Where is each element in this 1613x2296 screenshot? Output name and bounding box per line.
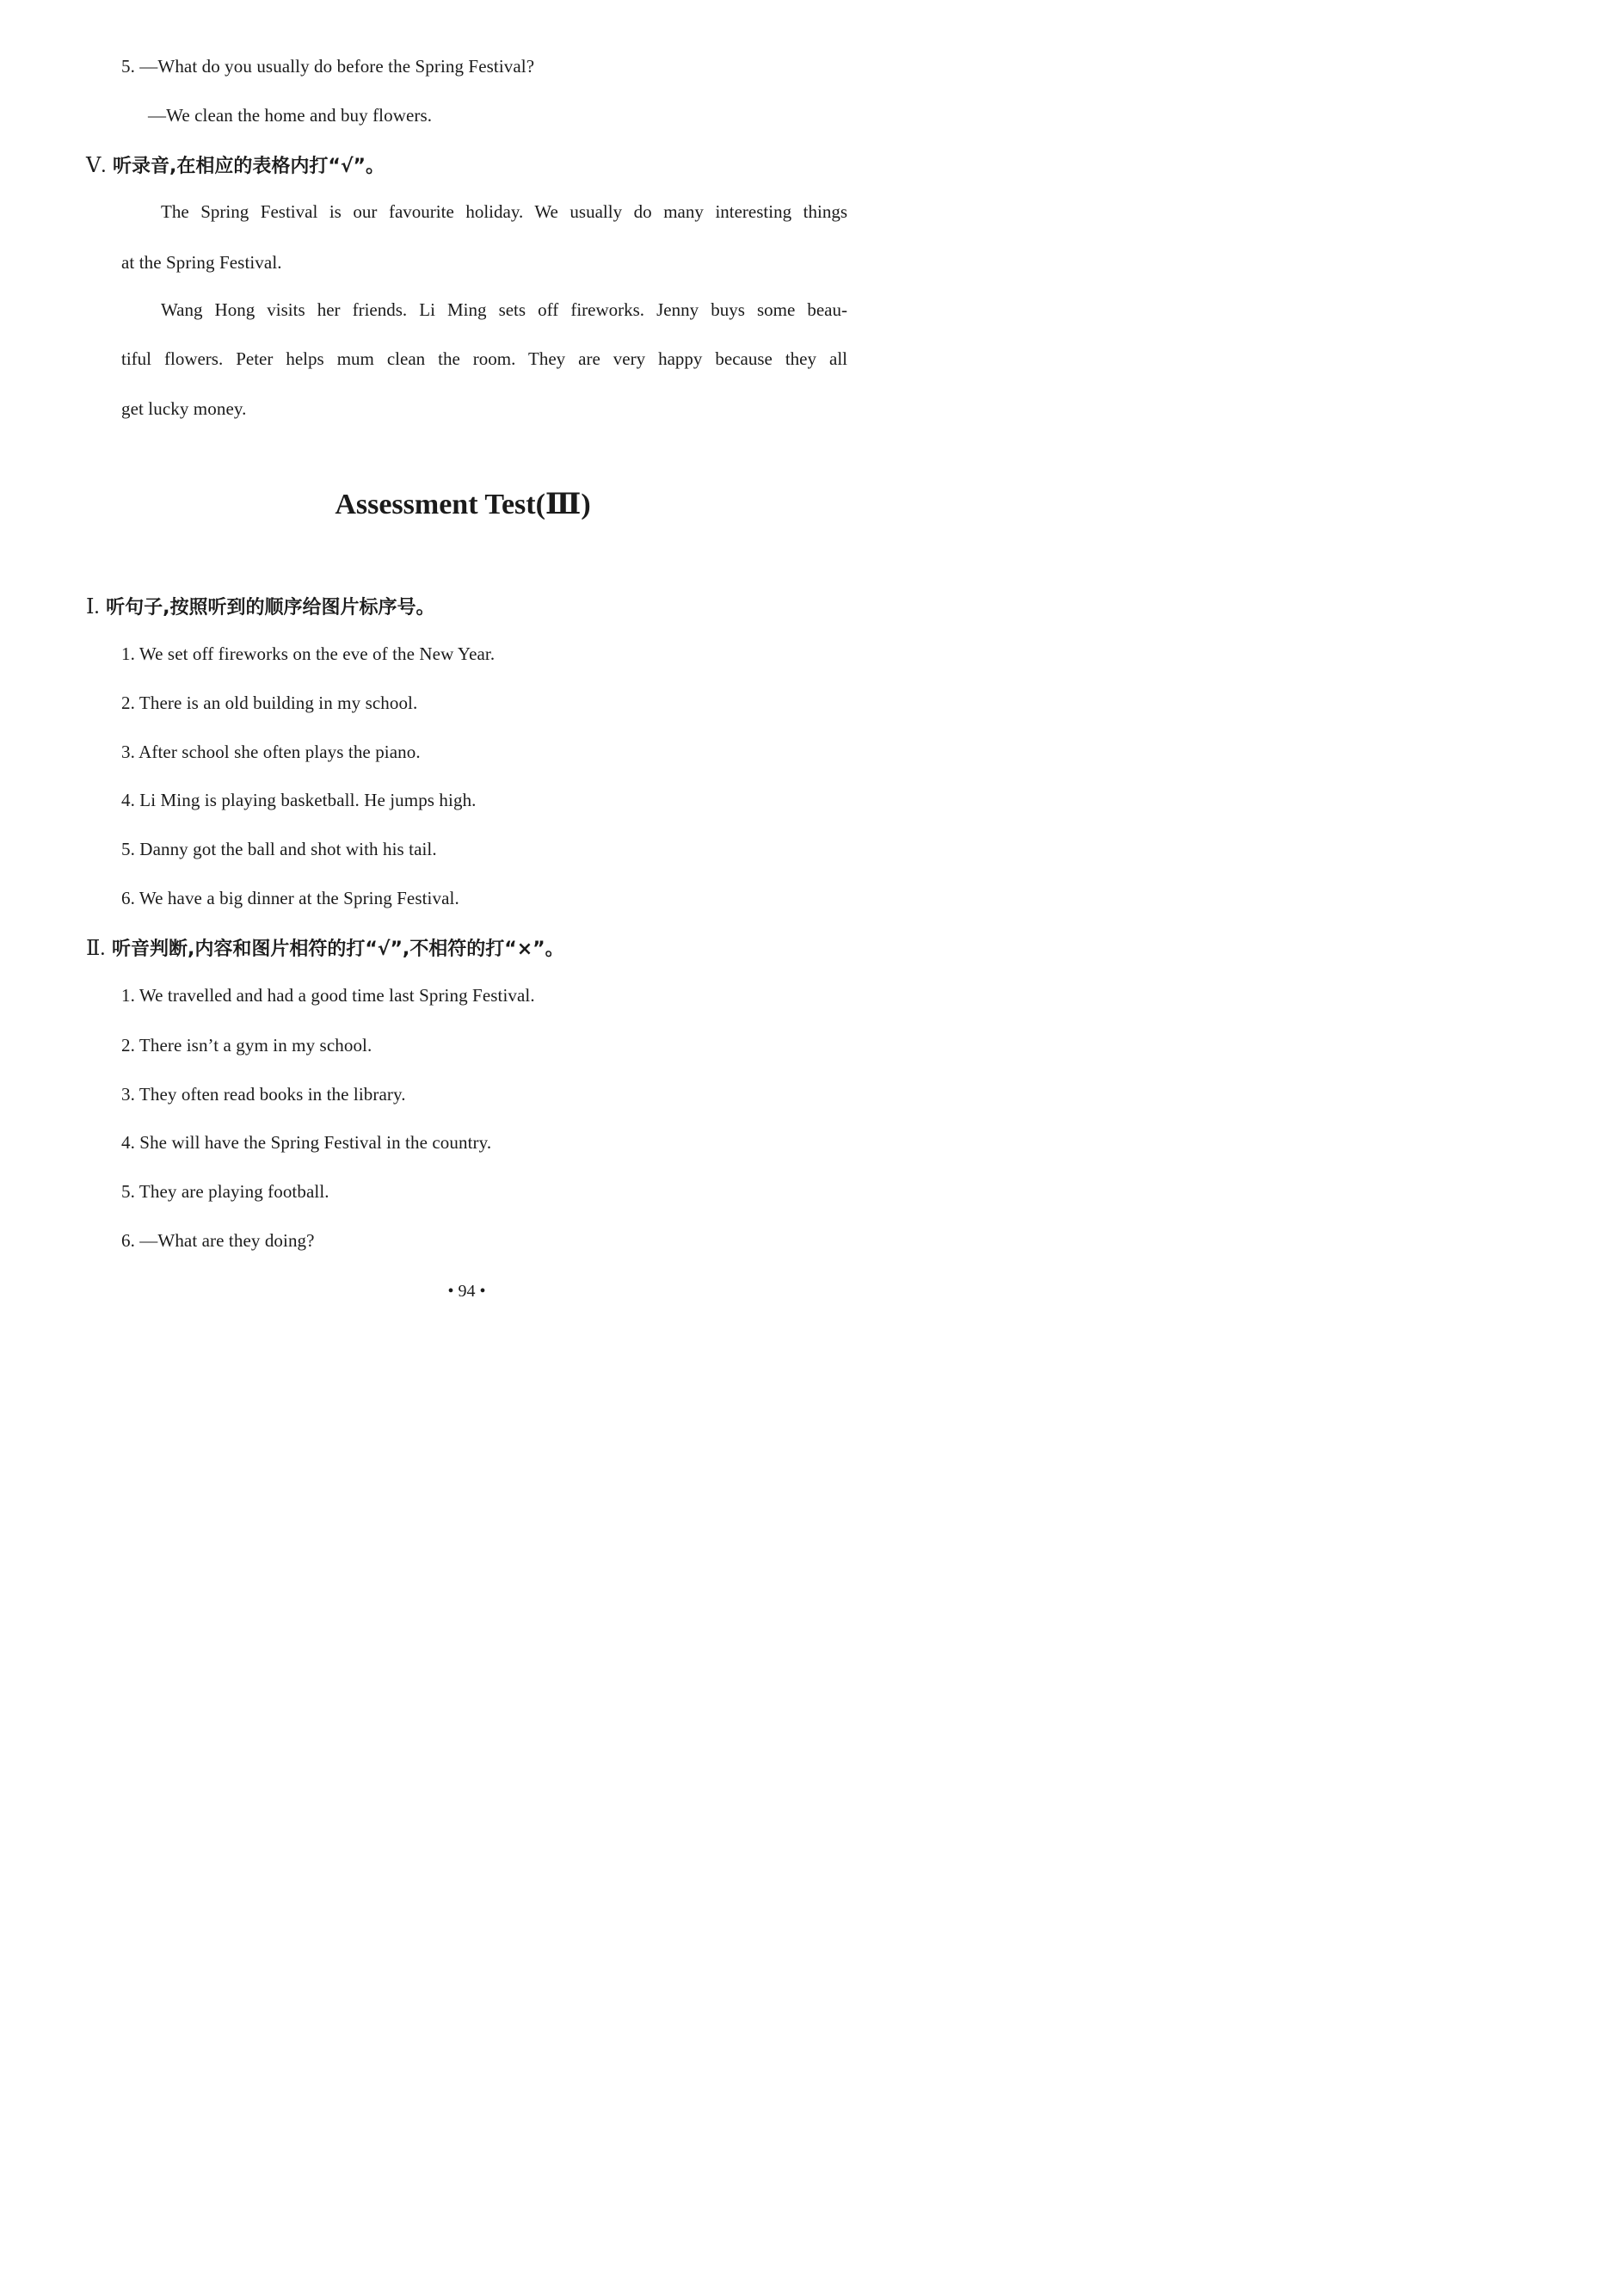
list-item: 2. There is an old building in my school.	[121, 692, 418, 713]
list-item: 2. There isn’t a gym in my school.	[121, 1035, 372, 1056]
section-v-number: Ⅴ.	[86, 155, 107, 177]
top-item-5-answer: —We clean the home and buy flowers.	[148, 105, 433, 126]
list-item: 4. Li Ming is playing basketball. He jumps high.	[121, 790, 477, 810]
list-item: 3. After school she often plays the piano.	[121, 742, 421, 762]
page-number: • 94 •	[447, 1282, 486, 1301]
section-ii-instruction: 听音判断,内容和图片相符的打“√”,不相符的打“×”。	[111, 939, 564, 960]
passage-line: The Spring Festival is our favourite holiday. We usually do many interesting things	[161, 201, 847, 222]
list-item: 1. We travelled and had a good time last Spring Festival.	[121, 985, 535, 1006]
passage-line: get lucky money.	[121, 398, 247, 419]
section-i-heading	[86, 594, 435, 621]
section-ii-number: Ⅱ.	[86, 938, 106, 960]
list-item: 5. Danny got the ball and shot with his tail.	[121, 839, 437, 859]
section-v-instruction: 听录音,在相应的表格内打“√”。	[113, 156, 385, 177]
passage-line: tiful flowers. Peter helps mum clean the room. They are very happy because they all	[121, 348, 847, 369]
list-item: 3. They often read books in the library.	[121, 1084, 406, 1105]
list-item: 6. —What are they doing?	[121, 1230, 315, 1251]
list-item: 1. We set off fireworks on the eve of the New Year.	[121, 643, 496, 664]
page-title: Assessment Test(Ⅲ)	[335, 489, 591, 520]
list-item: 4. She will have the Spring Festival in the country.	[121, 1132, 492, 1153]
passage-line: Wang Hong visits her friends. Li Ming sets off fireworks. Jenny buys some beau-	[161, 299, 847, 320]
top-item-5-question: 5. —What do you usually do before the Spring Festival?	[121, 56, 535, 77]
section-ii-heading	[86, 936, 564, 963]
section-i-instruction: 听句子,按照听到的顺序给图片标序号。	[106, 597, 435, 619]
section-v-heading	[86, 153, 385, 180]
list-item: 6. We have a big dinner at the Spring Festival.	[121, 888, 459, 908]
section-i-number: Ⅰ.	[86, 596, 100, 619]
list-item: 5. They are playing football.	[121, 1181, 329, 1202]
passage-line: at the Spring Festival.	[121, 252, 282, 273]
